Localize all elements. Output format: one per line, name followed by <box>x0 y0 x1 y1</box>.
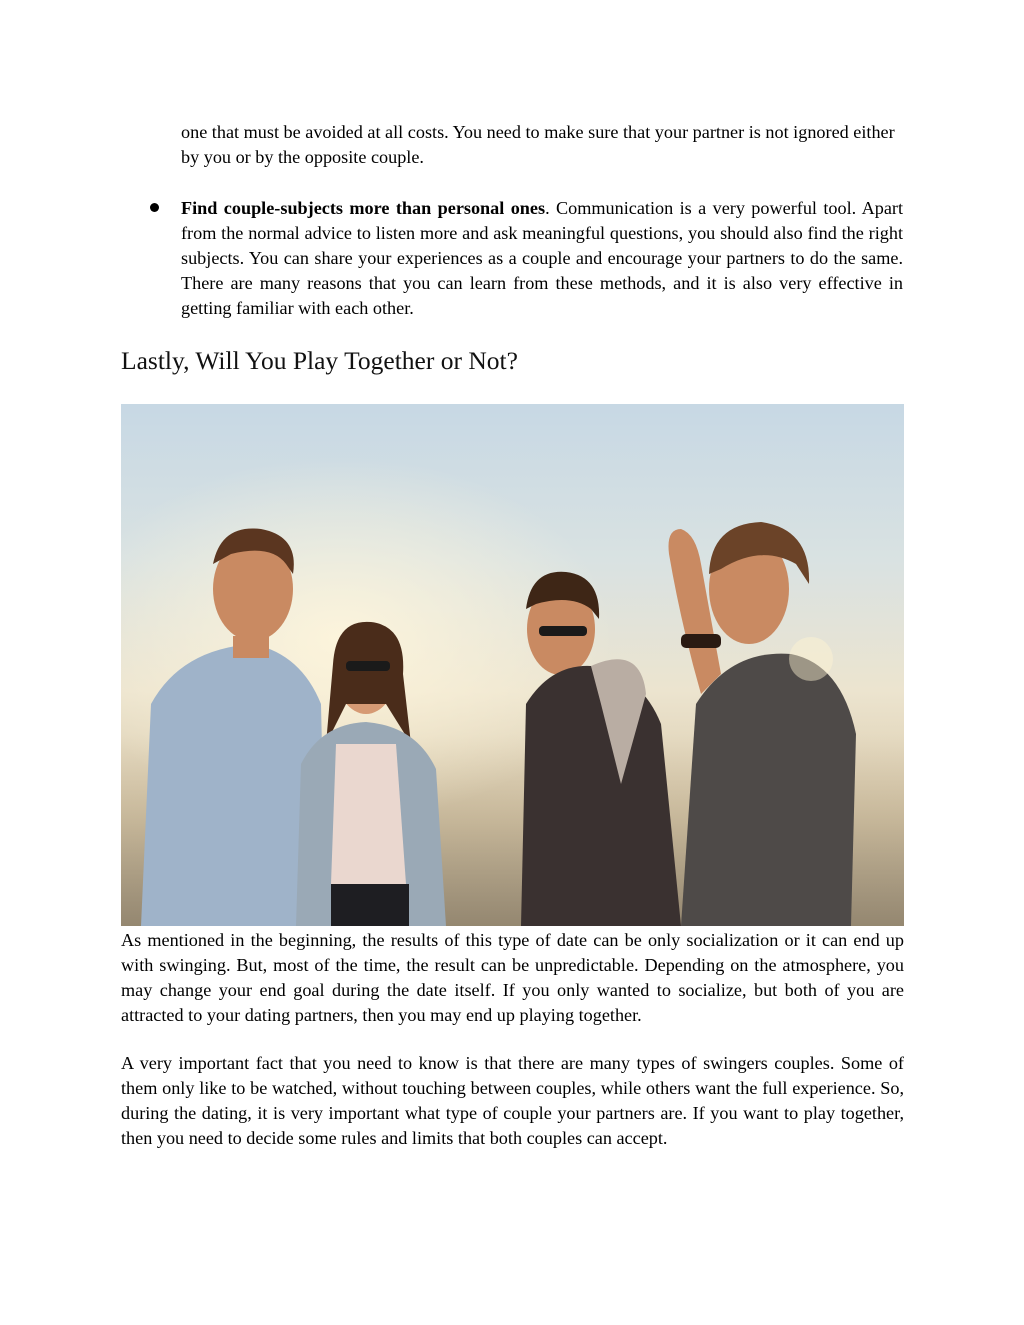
continued-paragraph: one that must be avoided at all costs. You need to make sure that your partner is not ignored either by you or by the opposite couple. <box>181 122 895 167</box>
bullet-bold-text: Find couple-subjects more than personal ones <box>181 198 546 218</box>
bullet-text: . Communication is a very powerful tool. Apart from the normal advice to listen more and ask meaningful questions, you should also find the right subjects. You can share your experiences as a couple and encourage your partners to do the same. There are many reasons that you can learn from these methods, and it is also very effective in getting familiar with each other. <box>181 198 903 318</box>
bullet-icon <box>150 203 159 212</box>
body-paragraph: A very important fact that you need to know is that there are many types of swingers couples. Some of them only like to be watched, without touching between couples, while others want the full experience. So, during the dating, it is very important what type of couple your partners are. If you want to play together, then you need to decide some rules and limits that both couples can accept. <box>121 1053 904 1148</box>
group-photo <box>121 404 904 926</box>
body-paragraph: As mentioned in the beginning, the results of this type of date can be only socialization or it can end up with swinging. But, most of the time, the result can be unpredictable. Depending on the atmosphere, you may change your end goal during the date itself. If you only wanted to socialize, but both of you are attracted to your dating partners, then you may end up playing together. <box>121 930 904 1025</box>
section-heading: Lastly, Will You Play Together or Not? <box>121 346 518 375</box>
bullet-item <box>181 196 903 321</box>
